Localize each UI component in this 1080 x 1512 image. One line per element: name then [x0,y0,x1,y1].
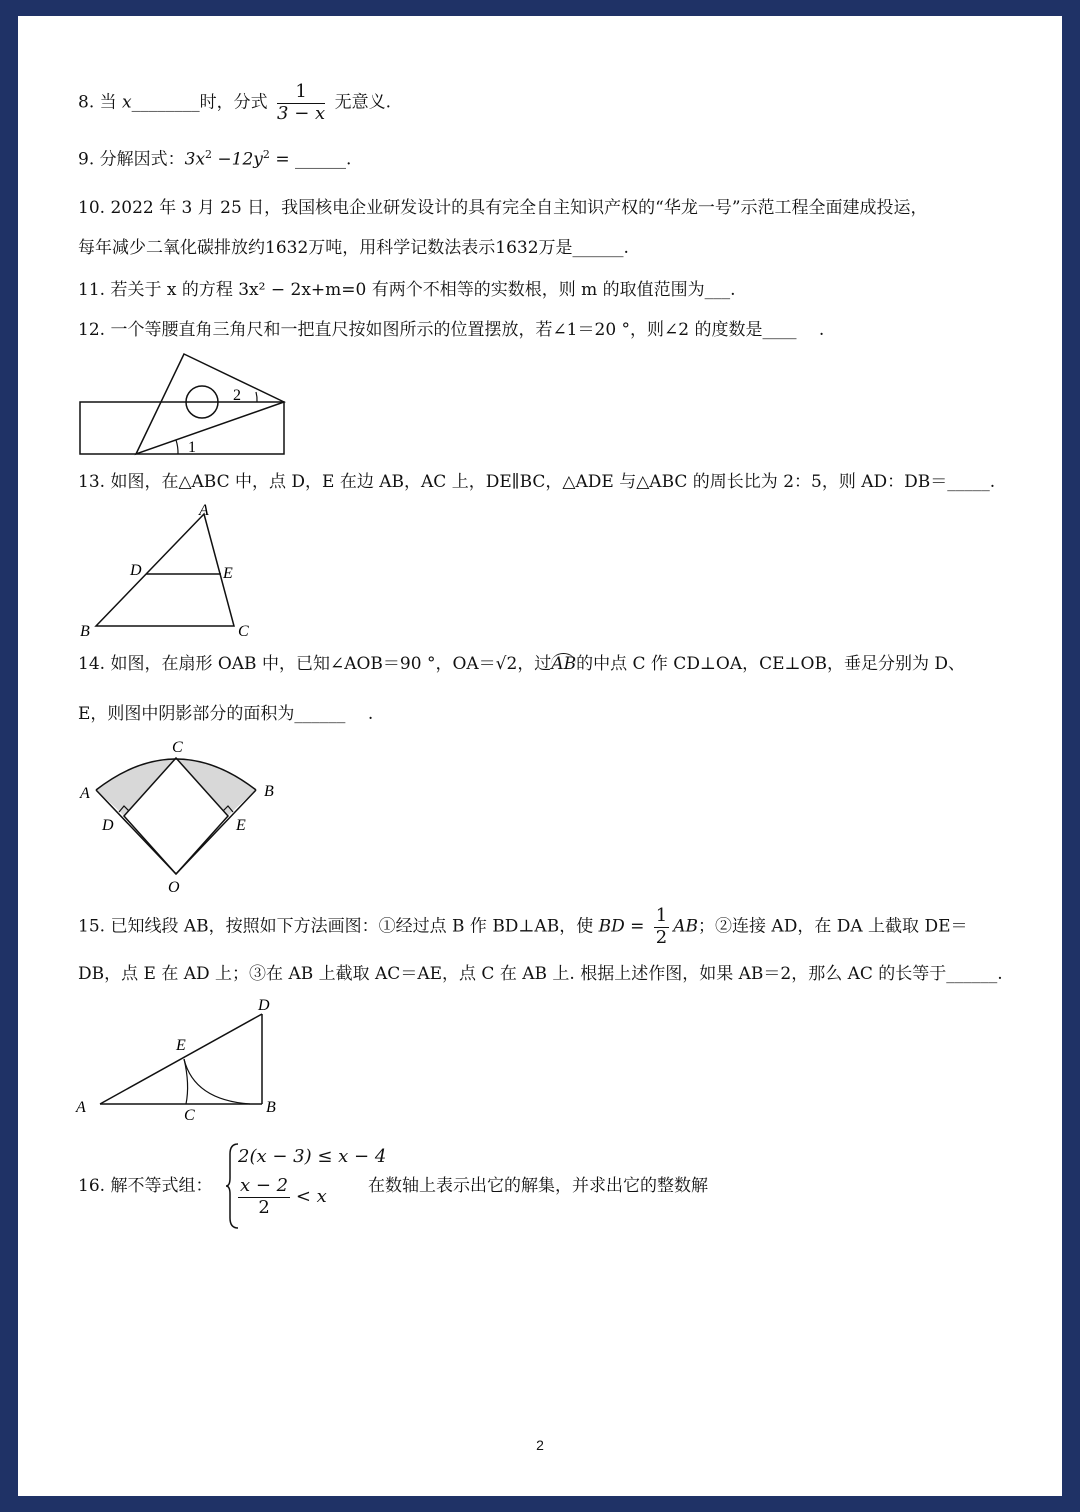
q14-label-a: A [80,785,90,802]
q14-label-d: D [102,817,114,834]
q9-text: 9. 分解因式： [78,149,185,170]
q15-label-d: D [258,997,270,1014]
q14-label-o: O [168,879,180,896]
q16-frac-rhs: < x [295,1186,327,1208]
q15-figure [72,996,282,1126]
q9-expr-a: 3x [184,149,206,170]
question-10-line2: 每年减少二氧化碳排放约1632万吨，用科学记数法表示1632万是______. [78,238,629,258]
q15-bd: BD = [598,916,645,937]
page-number: 2 [536,1437,544,1453]
q15-line1b: ；②连接 AD，在 DA 上截取 DE＝ [698,916,968,937]
question-15-line1 [78,906,968,948]
q13-label-e: E [223,565,233,582]
q16-frac-num: x − 2 [240,1175,289,1196]
q8-blank: ________ [131,92,200,113]
q8-numerator: 1 [277,82,325,104]
q8-prefix: 8. 当 [78,92,123,113]
q16-fraction [238,1176,290,1218]
question-15-line2: DB，点 E 在 AD 上；③在 AB 上截取 AC＝AE，点 C 在 AB 上. 根据上述作图，如果 AB＝2，那么 AC 的长等于______. [78,964,1003,984]
q8-suffix: 无意义. [334,92,391,113]
q14-line1c: 的中点 C 作 CD⊥OA，CE⊥OB，垂足分别为 D、 [576,654,966,674]
q9-exp1: 2 [205,148,213,161]
question-8 [78,82,391,124]
q8-var: x [122,92,132,113]
question-16-suffix: 在数轴上表示出它的解集，并求出它的整数解 [368,1176,708,1196]
q9-exp2: 2 [262,148,270,161]
q13-label-b: B [80,623,90,640]
q13-label-d: D [130,562,142,579]
q16-inequality-2 [238,1176,327,1218]
q15-half-fraction [654,906,669,948]
q13-label-a: A [199,502,209,519]
q16-inequality-1: 2(x − 3) ≤ x − 4 [238,1146,387,1167]
q14-arc-ab: AB [551,654,577,674]
q14-figure [78,736,288,896]
q13-figure [78,500,258,642]
question-14-line1 [78,654,965,674]
q15-half-num: 1 [655,905,668,926]
q8-denominator: 3 − x [277,102,326,124]
question-10-line1: 10. 2022 年 3 月 25 日，我国核电企业研发设计的具有完全自主知识产权的“华龙一号”示范工程全面建成投运， [78,198,928,218]
angle-2-label: 2 [233,387,241,404]
q13-label-c: C [238,623,249,640]
q9-expr-b: −12y [212,149,263,170]
question-12: 12. 一个等腰直角三角尺和一把直尺按如图所示的位置摆放，若∠1＝20 °，则∠2 的度数是____ . [78,320,825,340]
q14-label-b: B [264,783,274,800]
angle-1-label: 1 [188,439,196,456]
q9-blank: = ______. [269,149,352,170]
q8-fraction [277,82,325,124]
question-9 [78,148,351,170]
q16-frac-den: 2 [258,1196,270,1218]
question-16-prefix: 16. 解不等式组： [78,1176,213,1196]
q14-line1a: 14. 如图，在扇形 OAB 中，已知∠AOB＝90 °，OA＝ [78,654,496,674]
question-13: 13. 如图，在△ABC 中，点 D，E 在边 AB，AC 上，DE∥BC，△ADE 与△ABC 的周长比为 2：5，则 AD：DB＝_____. [78,472,996,492]
q15-half-den: 2 [655,926,668,948]
q14-label-c: C [172,739,183,756]
q15-line1a: 15. 已知线段 AB，按照如下方法画图：①经过点 B 作 BD⊥AB，使 [78,916,599,937]
question-11: 11. 若关于 x 的方程 3x² − 2x+m=0 有两个不相等的实数根，则 m 的取值范围为___. [78,280,736,300]
q15-label-b: B [266,1099,276,1116]
q14-line1b: ，过 [517,654,552,674]
q15-label-a: A [76,1099,86,1116]
q12-figure [78,352,290,458]
q14-label-e: E [236,817,246,834]
q8-mid: 时，分式 [199,92,268,113]
q15-label-e: E [176,1037,186,1054]
q15-label-c: C [184,1107,195,1124]
question-14-line2: E，则图中阴影部分的面积为______ . [78,704,374,724]
q15-ab: AB [673,916,699,937]
q14-sqrt: √2 [495,654,518,674]
